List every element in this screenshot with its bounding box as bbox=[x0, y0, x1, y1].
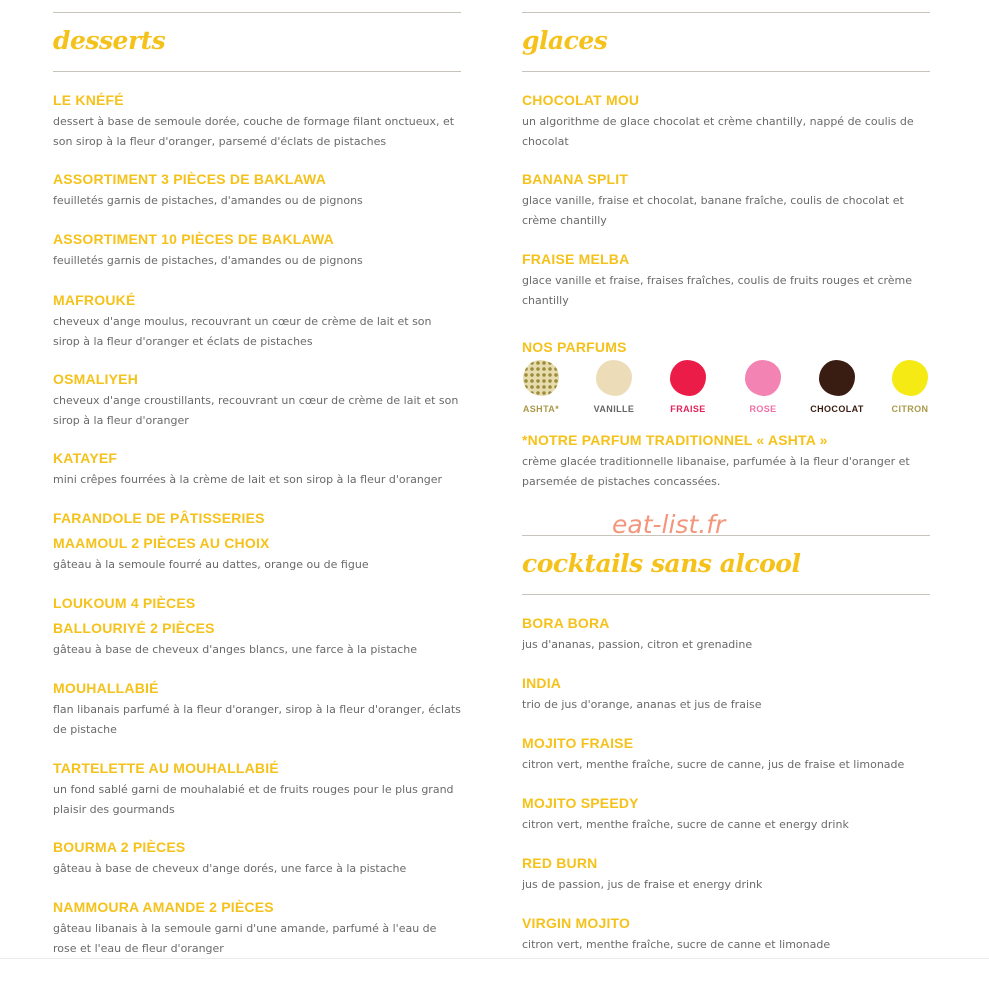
menu-item-title: OSMALIYEH bbox=[53, 371, 139, 387]
flavor-label: ASHTA* bbox=[522, 404, 560, 414]
menu-item-description: mini crêpes fourrées à la crème de lait et son sirop à la fleur d'oranger bbox=[53, 473, 443, 486]
flavor-label: VANILLE bbox=[593, 404, 635, 414]
menu-item-description: citron vert, menthe fraîche, sucre de canne, jus de fraise et limonade bbox=[522, 758, 905, 771]
menu-item-title: NAMMOURA AMANDE 2 PIÈCES bbox=[53, 899, 274, 915]
flavor-label: FRAISE bbox=[670, 404, 706, 414]
menu-item-description: dessert à base de semoule dorée, couche de formage filant onctueux, et son sirop à la fleur d'oranger, parsemé d'éclats de pistaches bbox=[53, 115, 455, 148]
menu-item-description: cheveux d'ange moulus, recouvrant un cœur de crème de lait et son sirop à la fleur d'oranger et éclats de pistaches bbox=[53, 315, 432, 348]
menu-item-title: RED BURN bbox=[522, 855, 598, 871]
flavor-ashta bbox=[501, 360, 581, 414]
menu-item-description: glace vanille et fraise, fraises fraîches, coulis de fruits rouges et crème chantilly bbox=[522, 274, 913, 307]
menu-item-description: feuilletés garnis de pistaches, d'amandes ou de pignons bbox=[53, 254, 363, 267]
parfums-title: NOS PARFUMS bbox=[522, 339, 627, 355]
ashta-note-title: *NOTRE PARFUM TRADITIONNEL « ASHTA » bbox=[522, 432, 828, 448]
menu-item-title: MAAMOUL 2 PIÈCES AU CHOIX bbox=[53, 535, 270, 551]
page-bottom-divider bbox=[0, 958, 989, 959]
menu-item-title: FRAISE MELBA bbox=[522, 251, 630, 267]
divider bbox=[53, 71, 461, 72]
chocolate-scoop-icon bbox=[819, 360, 855, 396]
flavor-citron bbox=[870, 360, 950, 414]
menu-item-title: TARTELETTE AU MOUHALLABIÉ bbox=[53, 760, 279, 776]
divider bbox=[522, 71, 930, 72]
flavor-label: CITRON bbox=[891, 404, 929, 414]
flavor-fraise bbox=[648, 360, 728, 414]
strawberry-scoop-icon bbox=[670, 360, 706, 396]
menu-item-title: BANANA SPLIT bbox=[522, 171, 629, 187]
menu-item-title: BALLOURIYÉ 2 PIÈCES bbox=[53, 620, 215, 636]
flavor-rose bbox=[723, 360, 803, 414]
section-title-cocktails: cocktails sans alcool bbox=[522, 549, 801, 578]
ashta-scoop-icon bbox=[523, 360, 559, 396]
menu-item-description: citron vert, menthe fraîche, sucre de canne et limonade bbox=[522, 938, 831, 951]
menu-item-description: glace vanille, fraise et chocolat, banane fraîche, coulis de chocolat et crème chantilly bbox=[522, 194, 904, 227]
menu-item-title: MAFROUKÉ bbox=[53, 292, 136, 308]
menu-item-title: BOURMA 2 PIÈCES bbox=[53, 839, 186, 855]
menu-item-title: VIRGIN MOJITO bbox=[522, 915, 631, 931]
flavor-label: ROSE bbox=[749, 404, 777, 414]
section-title-glaces: glaces bbox=[522, 26, 608, 55]
menu-item-description: gâteau à base de cheveux d'anges blancs, une farce à la pistache bbox=[53, 643, 418, 656]
vanilla-scoop-icon bbox=[596, 360, 632, 396]
menu-item-title: LE KNÉFÉ bbox=[53, 92, 124, 108]
menu-item-description: citron vert, menthe fraîche, sucre de canne et energy drink bbox=[522, 818, 849, 831]
menu-item-description: flan libanais parfumé à la fleur d'oranger, sirop à la fleur d'oranger, éclats de pistache bbox=[53, 703, 461, 736]
menu-item-description: un algorithme de glace chocolat et crème chantilly, nappé de coulis de chocolat bbox=[522, 115, 914, 148]
menu-item-title: KATAYEF bbox=[53, 450, 118, 466]
menu-item-title: CHOCOLAT MOU bbox=[522, 92, 640, 108]
menu-item-title: MOJITO FRAISE bbox=[522, 735, 634, 751]
watermark: eat-list.fr bbox=[612, 510, 726, 539]
divider bbox=[522, 594, 930, 595]
menu-item-title: ASSORTIMENT 3 PIÈCES DE BAKLAWA bbox=[53, 171, 327, 187]
menu-item-description: feuilletés garnis de pistaches, d'amandes ou de pignons bbox=[53, 194, 363, 207]
flavor-label: CHOCOLAT bbox=[810, 404, 864, 414]
divider bbox=[522, 535, 930, 536]
ashta-note-description: crème glacée traditionnelle libanaise, parfumée à la fleur d'oranger et parsemée de pistaches concassées. bbox=[522, 455, 910, 488]
menu-item-description: gâteau à la semoule fourré au dattes, orange ou de figue bbox=[53, 558, 369, 571]
section-title-desserts: desserts bbox=[53, 26, 166, 55]
divider bbox=[522, 12, 930, 13]
flavor-chocolat bbox=[797, 360, 877, 414]
menu-item-title: MOUHALLABIÉ bbox=[53, 680, 159, 696]
menu-item-description: cheveux d'ange croustillants, recouvrant un cœur de crème de lait et son sirop à la fleur d'oranger bbox=[53, 394, 459, 427]
menu-item-description: jus de passion, jus de fraise et energy drink bbox=[522, 878, 763, 891]
menu-item-description: un fond sablé garni de mouhalabié et de fruits rouges pour le plus grand plaisir des gourmands bbox=[53, 783, 454, 816]
menu-item-title: INDIA bbox=[522, 675, 562, 691]
flavor-vanille bbox=[574, 360, 654, 414]
menu-item-title: BORA BORA bbox=[522, 615, 610, 631]
lemon-scoop-icon bbox=[892, 360, 928, 396]
menu-item-description: trio de jus d'orange, ananas et jus de fraise bbox=[522, 698, 762, 711]
rose-scoop-icon bbox=[745, 360, 781, 396]
divider bbox=[53, 12, 461, 13]
menu-item-description: jus d'ananas, passion, citron et grenadine bbox=[522, 638, 753, 651]
menu-item-description: gâteau libanais à la semoule garni d'une amande, parfumé à l'eau de rose et l'eau de fleur d'oranger bbox=[53, 922, 437, 955]
menu-item-description: gâteau à base de cheveux d'ange dorés, une farce à la pistache bbox=[53, 862, 407, 875]
menu-item-title: ASSORTIMENT 10 PIÈCES DE BAKLAWA bbox=[53, 231, 334, 247]
menu-item-title: MOJITO SPEEDY bbox=[522, 795, 639, 811]
menu-item-title: LOUKOUM 4 PIÈCES bbox=[53, 595, 196, 611]
menu-item-title: FARANDOLE DE PÂTISSERIES bbox=[53, 510, 265, 526]
